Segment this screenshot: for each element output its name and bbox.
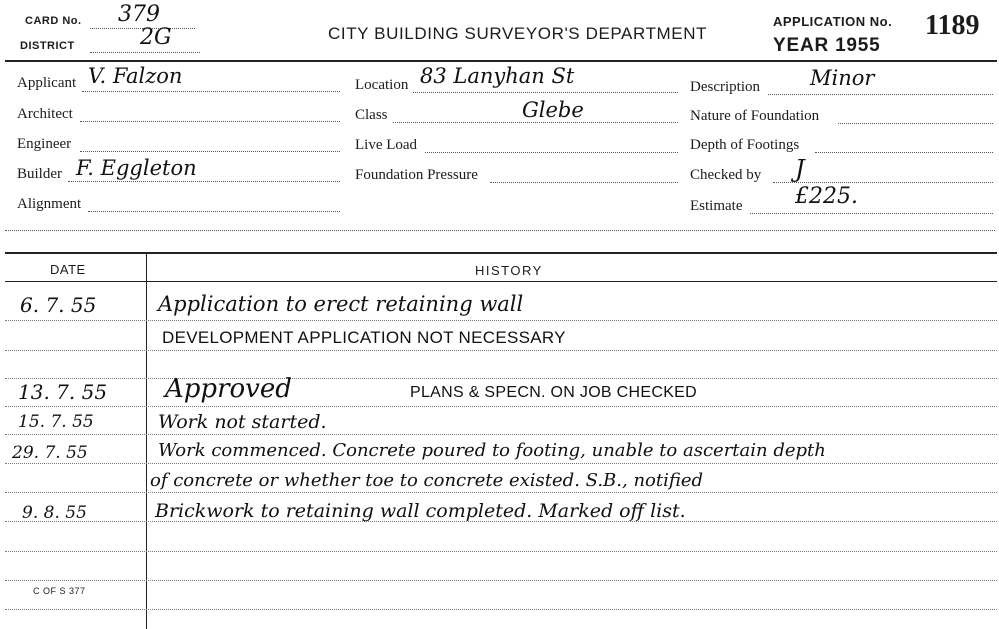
history-line (5, 320, 997, 321)
estimate-value: £225. (795, 184, 858, 209)
application-no: 1189 (925, 10, 980, 41)
class-value: Glebe (522, 98, 584, 122)
estimate-line (750, 213, 993, 214)
application-no-label: APPLICATION No. (773, 14, 893, 29)
history-line (5, 492, 997, 493)
live-load-label: Live Load (355, 137, 418, 153)
description-label: Description (690, 79, 760, 95)
history-line (5, 350, 997, 351)
nature-of-foundation-line (838, 123, 993, 124)
foundation-pressure-line (490, 182, 678, 183)
history-stamp: DEVELOPMENT APPLICATION NOT NECESSARY (162, 328, 566, 347)
department-title: CITY BUILDING SURVEYOR'S DEPARTMENT (328, 24, 708, 43)
history-line (5, 551, 997, 552)
history-entry: Application to erect retaining wall (158, 292, 524, 316)
history-entry: of concrete or whether toe to concrete existed. S.B., notified (150, 470, 704, 491)
history-entry: Work commenced. Concrete poured to footing, unable to ascertain depth (158, 440, 826, 461)
builder-label: Builder (17, 166, 62, 182)
applicant-label: Applicant (17, 75, 77, 91)
history-date: 13. 7. 55 (18, 380, 108, 404)
district-line (90, 52, 200, 53)
engineer-label: Engineer (17, 136, 72, 152)
alignment-line (88, 211, 340, 212)
checked-by-line (773, 182, 993, 183)
description-line (768, 94, 993, 95)
history-line (5, 406, 997, 407)
history-line (5, 378, 997, 379)
checked-by-label: Checked by (690, 167, 762, 183)
applicant-line (82, 91, 340, 92)
history-column-header: HISTORY (475, 263, 543, 278)
engineer-line (80, 151, 340, 152)
nature-of-foundation-label: Nature of Foundation (690, 108, 820, 124)
history-stamp: PLANS & SPECN. ON JOB CHECKED (410, 384, 697, 401)
date-column-header: DATE (50, 262, 86, 277)
table-header-rule (5, 281, 997, 282)
history-entry: Work not started. (158, 411, 327, 433)
foundation-pressure-label: Foundation Pressure (355, 167, 478, 183)
description-value: Minor (810, 66, 875, 90)
location-label: Location (355, 77, 409, 93)
location-value: 83 Lanyhan St (420, 64, 575, 88)
form-number: C OF S 377 (33, 586, 86, 596)
live-load-line (425, 152, 678, 153)
applicant-value: V. Falzon (88, 64, 183, 88)
card-no-label: CARD No. (25, 15, 82, 27)
history-line (5, 580, 997, 581)
date-column-divider (146, 254, 147, 629)
depth-of-footings-label: Depth of Footings (690, 137, 800, 153)
history-entry: Brickwork to retaining wall completed. Marked off list. (155, 500, 686, 522)
architect-label: Architect (17, 106, 73, 122)
builder-line (68, 181, 340, 182)
alignment-label: Alignment (17, 196, 82, 212)
depth-of-footings-line (815, 152, 993, 153)
section-divider-dotted (5, 230, 995, 231)
location-line (413, 92, 678, 93)
class-line (393, 122, 678, 123)
history-date: 29. 7. 55 (12, 443, 88, 463)
district-label: DISTRICT (20, 40, 75, 52)
history-date: 9. 8. 55 (22, 503, 87, 523)
history-line (5, 434, 997, 435)
card-no-value: 379 (118, 2, 160, 27)
class-label: Class (355, 107, 388, 123)
history-line (5, 463, 997, 464)
section-divider (5, 252, 997, 254)
header-rule (5, 60, 997, 62)
builder-value: F. Eggleton (76, 156, 197, 180)
history-date: 6. 7. 55 (20, 293, 97, 317)
year-label: YEAR 1955 (773, 35, 881, 56)
history-date: 15. 7. 55 (18, 412, 94, 432)
architect-line (80, 121, 340, 122)
history-line (5, 609, 997, 610)
history-entry: Approved (165, 374, 292, 404)
checked-by-value: J (795, 155, 805, 183)
district-value: 2G (140, 25, 172, 50)
estimate-label: Estimate (690, 198, 743, 214)
